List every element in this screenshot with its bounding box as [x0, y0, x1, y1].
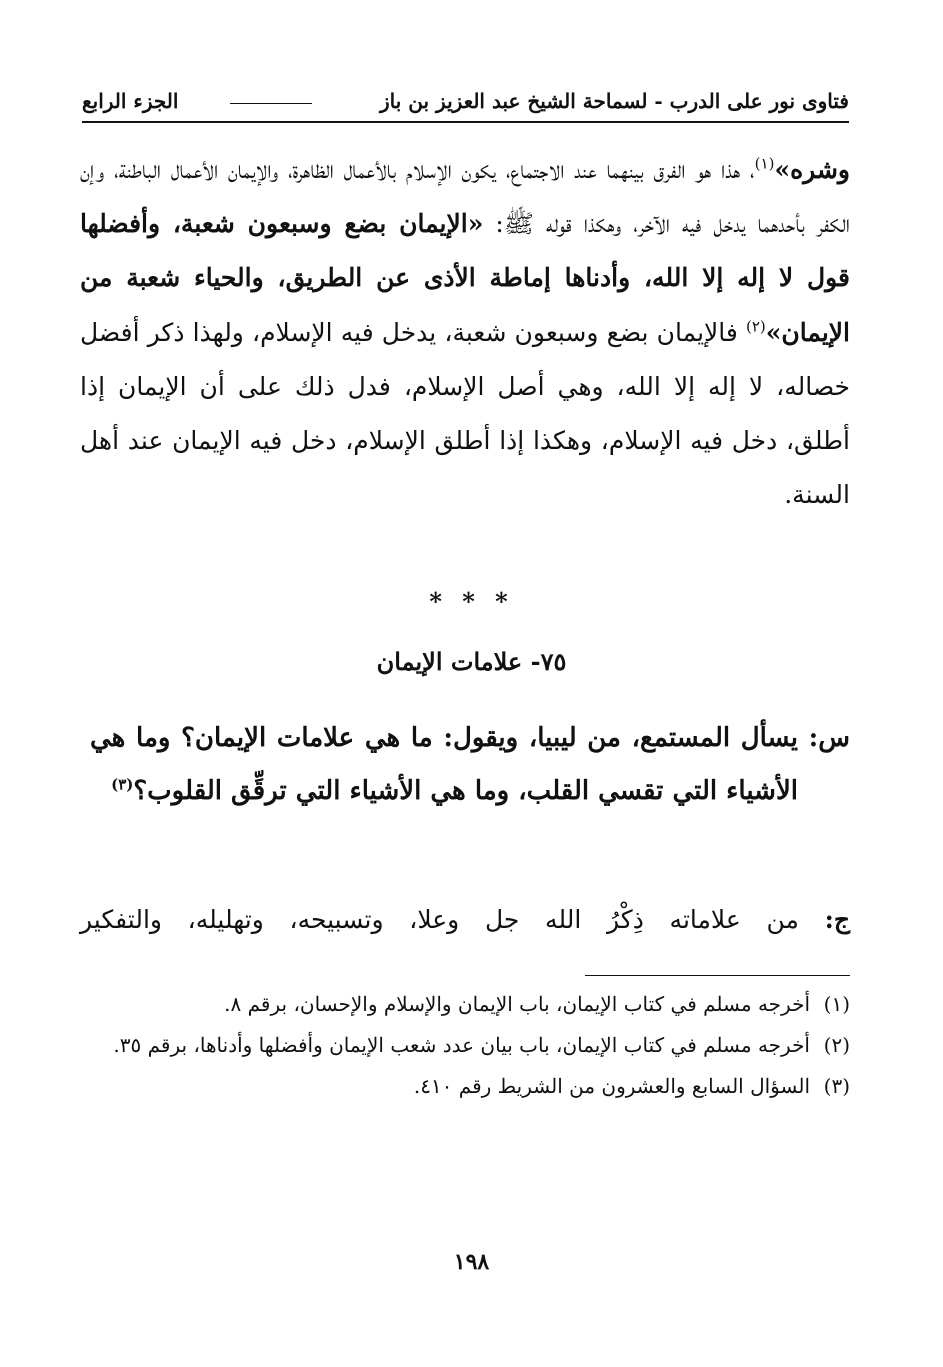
footnote-ref-2: (٢) [746, 317, 766, 336]
book-title: فتاوى نور على الدرب - لسماحة الشيخ عبد العزيز بن باز [380, 89, 849, 113]
volume-label: الجزء الرابع [82, 89, 179, 113]
page-number: ١٩٨ [453, 1249, 490, 1275]
footnote-text: أخرجه مسلم في كتاب الإيمان، باب الإيمان والإسلام والإحسان، برقم ٨. [224, 992, 810, 1016]
running-header [82, 86, 849, 116]
footnote-number: (٣) [823, 1074, 850, 1098]
paragraph-text-continued: فالإيمان بضع وسبعون شعبة، يدخل فيه الإسلام، ولهذا ذكر أفضل خصاله، لا إله إلا الله، وهي أصل الإسلام، فدل ذلك على أن الإيمان إذا أطلق، دخل فيه الإسلام، وهكذا إذا أطلق الإسلام، دخل فيه الإيمان عند أهل السنة. [80, 317, 850, 510]
header-dash [230, 103, 312, 104]
footnote-ref-3: (٣) [111, 775, 134, 794]
footnote-number: (١) [823, 992, 850, 1016]
answer-text: من علاماته ذِكْرُ الله جل وعلا، وتسبيحه، وتهليله، والتفكير [80, 905, 799, 934]
question-label: س: [808, 723, 850, 753]
footnotes [80, 985, 850, 1108]
question-block [90, 712, 850, 818]
footnote-rule [585, 975, 850, 976]
section-separator: * * * [429, 587, 514, 616]
footnote [80, 985, 850, 1024]
paragraph-text: ، هذا هو الفرق بينهما عند الاجتماع، يكون الإسلام بالأعمال الظاهرة، والإيمان الأعمال الباطنة، وإن الكفر بأحدهما يدخل فيه الآخر، وهكذا قوله ﷺ: [80, 155, 850, 239]
question-text: يسأل المستمع، من ليبيا، ويقول: ما هي علامات الإيمان؟ وما هي الأشياء التي تقسي القلب، وما هي الأشياء التي ترقِّق القلوب؟ [90, 723, 798, 806]
section-title: ٧٥- علامات الإيمان [376, 647, 567, 676]
footnote-text: السؤال السابع والعشرون من الشريط رقم ٤١٠. [413, 1074, 810, 1098]
answer-block [80, 893, 850, 947]
answer-label: ج: [824, 905, 850, 934]
footnote-number: (٢) [823, 1033, 850, 1057]
hadith-quote: «الإيمان بضع وسبعون شعبة، وأفضلها قول لا إله إلا الله، وأدناها إماطة الأذى عن الطريق، والحياء شعبة من الإيمان» [80, 209, 850, 347]
quote-end: وشره» [774, 155, 850, 184]
footnote-ref-1: (١) [754, 154, 775, 173]
main-paragraph [80, 143, 850, 522]
question-text-wrap [90, 712, 798, 818]
footnote [80, 1026, 850, 1065]
header-rule [82, 121, 849, 123]
footnote [80, 1067, 850, 1106]
footnote-text: أخرجه مسلم في كتاب الإيمان، باب بيان عدد شعب الإيمان وأفضلها وأدناها، برقم ٣٥. [113, 1033, 810, 1057]
